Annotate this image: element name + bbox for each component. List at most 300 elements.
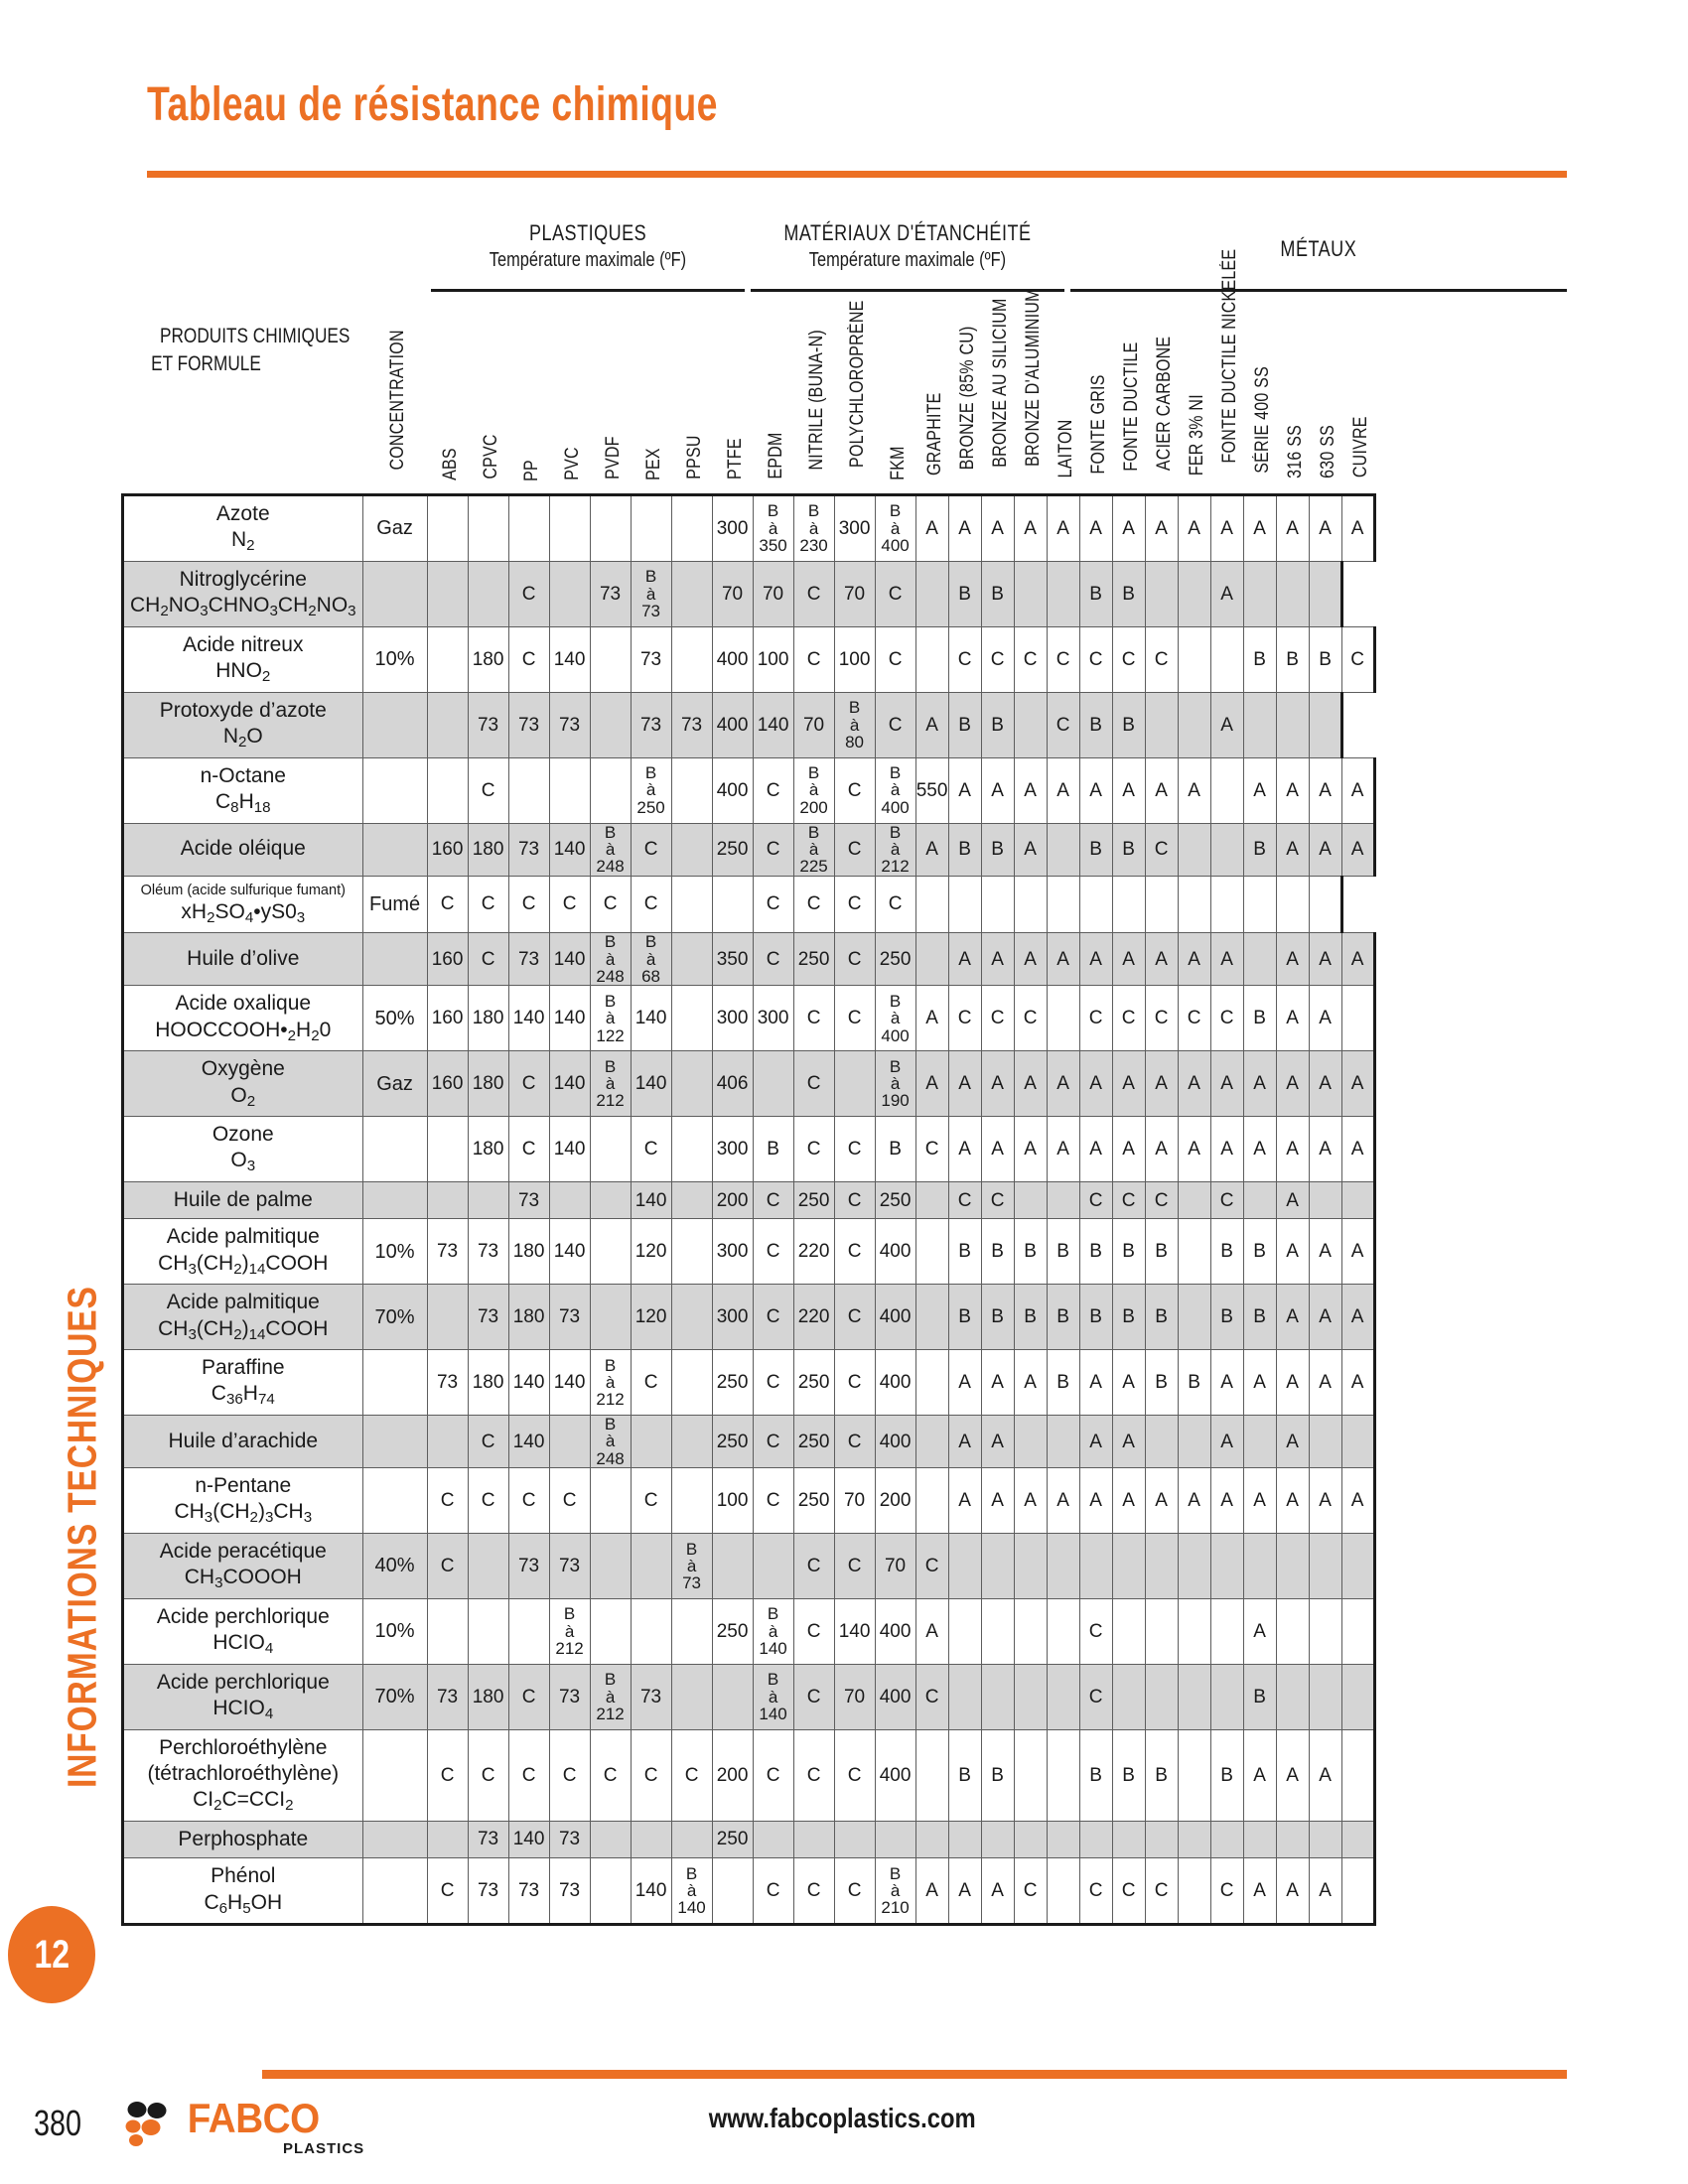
group-header-metals [1070, 236, 1567, 262]
rating-cell [1178, 823, 1210, 876]
rating-cell: C [468, 1729, 508, 1821]
chemical-name-cell [123, 1051, 363, 1117]
chemical-name-cell [123, 1729, 363, 1821]
rating-cell: A [1276, 1416, 1309, 1468]
rating-cell: 73 [427, 1350, 468, 1416]
rating-cell: A [1341, 757, 1374, 823]
rating-cell: A [1243, 1117, 1276, 1182]
rating-cell: 100 [834, 626, 875, 692]
chemical-formula: $HOOCCOOH•_2H_20$ [155, 1018, 332, 1044]
rating-cell: 200 [712, 1182, 753, 1219]
rating-cell: A [915, 986, 948, 1051]
rating-cell [834, 1822, 875, 1858]
rating-cell: C [631, 1729, 671, 1821]
rating-cell [671, 823, 712, 876]
rating-cell: 400 [875, 1729, 915, 1821]
rating-cell: A [1309, 1729, 1341, 1821]
rating-cell: 250 [793, 1350, 834, 1416]
rating-cell: C [1145, 986, 1178, 1051]
rating-cell [1014, 561, 1047, 626]
rating-cell: A [981, 757, 1014, 823]
rating-cell [712, 1534, 753, 1599]
chemical-formula: $CH_2NO_3CHNO_3CH_2NO_3$ [130, 594, 356, 619]
rating-cell: A [1309, 933, 1341, 986]
rating-cell [1178, 1664, 1210, 1729]
rating-cell: 70 [753, 561, 793, 626]
chemical-name: Acide oxalique [175, 992, 312, 1016]
rating-cell: 73 [468, 1858, 508, 1925]
rating-cell [1243, 1822, 1276, 1858]
rating-cell: C [753, 1468, 793, 1534]
rating-cell: 73 [508, 933, 549, 986]
rating-cell: C [1014, 626, 1047, 692]
concentration-cell [362, 1822, 427, 1858]
rating-cell: C [1079, 626, 1112, 692]
rating-cell [549, 757, 590, 823]
rating-cell: C [834, 986, 875, 1051]
rating-cell: A [1210, 495, 1243, 562]
rating-cell [631, 495, 671, 562]
row-header-line2: ET FORMULE [151, 352, 261, 376]
rating-cell [468, 495, 508, 562]
rating-cell [671, 1598, 712, 1664]
rating-cell [1309, 1822, 1341, 1858]
rating-cell: B [1112, 1285, 1145, 1350]
rating-cell: 70 [793, 692, 834, 757]
rating-cell: C [753, 1219, 793, 1285]
rating-cell: B à 73 [671, 1534, 712, 1599]
rating-cell: A [1079, 1350, 1112, 1416]
rating-cell [671, 1117, 712, 1182]
rating-cell: C [875, 876, 915, 933]
rating-cell: B à 400 [875, 757, 915, 823]
rating-cell: C [753, 1350, 793, 1416]
rating-cell [590, 1858, 631, 1925]
rating-cell: C [549, 1468, 590, 1534]
rating-cell: A [1276, 1117, 1309, 1182]
rating-cell: C [875, 626, 915, 692]
rating-cell: 70 [875, 1534, 915, 1599]
rating-cell [590, 1219, 631, 1285]
rating-cell [948, 876, 981, 933]
rating-cell: B [1079, 1219, 1112, 1285]
rating-cell: 250 [793, 1416, 834, 1468]
rating-cell: B à 210 [875, 1858, 915, 1925]
rating-cell: C [948, 1182, 981, 1219]
rating-cell: A [1210, 1468, 1243, 1534]
group-rule-metals [1070, 289, 1567, 292]
rating-cell: A [948, 1416, 981, 1468]
rating-cell [915, 561, 948, 626]
rating-cell [1014, 1729, 1047, 1821]
rating-cell: A [1341, 933, 1374, 986]
rating-cell: B à 140 [753, 1664, 793, 1729]
rating-cell [915, 626, 948, 692]
rating-cell [948, 1598, 981, 1664]
rating-cell: A [948, 1117, 981, 1182]
rating-cell: A [1145, 1051, 1178, 1117]
rating-cell: C [915, 1664, 948, 1729]
rating-cell [468, 561, 508, 626]
rating-cell [590, 495, 631, 562]
rating-cell [1276, 1664, 1309, 1729]
rating-cell: C [631, 823, 671, 876]
rating-cell: B [1047, 1285, 1079, 1350]
concentration-cell [362, 1729, 427, 1821]
rating-cell: A [915, 495, 948, 562]
rating-cell [981, 1664, 1014, 1729]
rating-cell [1276, 692, 1309, 757]
rating-cell: 140 [549, 1350, 590, 1416]
rating-cell: C [1112, 1858, 1145, 1925]
chemical-name: Nitroglycérine [179, 567, 307, 591]
rating-cell: 250 [793, 1468, 834, 1534]
group-rule-plastics [431, 289, 745, 292]
rating-cell: B à 212 [590, 1350, 631, 1416]
rating-cell: A [1309, 1117, 1341, 1182]
rating-cell: 73 [508, 1182, 549, 1219]
rating-cell [1276, 561, 1309, 626]
chemical-formula: $HCIO_4$ [212, 1697, 274, 1722]
rating-cell [1079, 876, 1112, 933]
table-row [123, 876, 1375, 933]
rating-cell: C [1079, 1182, 1112, 1219]
rating-cell: B [1112, 692, 1145, 757]
rating-cell [1145, 1822, 1178, 1858]
rating-cell: 140 [508, 986, 549, 1051]
rating-cell: B à 212 [590, 1664, 631, 1729]
rating-cell: A [1014, 1117, 1047, 1182]
rating-cell: A [1047, 1051, 1079, 1117]
rating-cell [1210, 1664, 1243, 1729]
rating-cell: A [1210, 561, 1243, 626]
rating-cell: C [834, 757, 875, 823]
chemical-formula: $C_8H_{18}$ [215, 789, 271, 816]
rating-cell: C [1145, 823, 1178, 876]
rating-cell: 100 [753, 626, 793, 692]
rating-cell [671, 626, 712, 692]
rating-cell [712, 1664, 753, 1729]
rating-cell [671, 1468, 712, 1534]
rating-cell: A [1309, 495, 1341, 562]
rating-cell: A [1079, 1416, 1112, 1468]
rating-cell [1145, 561, 1178, 626]
rating-cell: C [1210, 1182, 1243, 1219]
rating-cell: A [981, 1350, 1014, 1416]
rating-cell: B [1047, 1219, 1079, 1285]
rating-cell: 250 [875, 1182, 915, 1219]
rating-cell: B [875, 1117, 915, 1182]
rating-cell: B [981, 1219, 1014, 1285]
concentration-cell [362, 1858, 427, 1925]
rating-cell [1243, 1182, 1276, 1219]
rating-cell [712, 1858, 753, 1925]
chemical-name: Phénol [211, 1864, 276, 1888]
rating-cell: 550 [915, 757, 948, 823]
rating-cell [1178, 876, 1210, 933]
chemical-name-cell [123, 1664, 363, 1729]
rating-cell: 180 [468, 1051, 508, 1117]
rating-cell [671, 1822, 712, 1858]
rating-cell [1079, 1822, 1112, 1858]
rating-cell: C [753, 876, 793, 933]
rating-cell: A [981, 933, 1014, 986]
rating-cell: A [1309, 986, 1341, 1051]
table-row [123, 1182, 1375, 1219]
rating-cell [427, 1285, 468, 1350]
rating-cell: B [1243, 1219, 1276, 1285]
table-row [123, 1729, 1375, 1821]
brand-name-text: FABCO [187, 2095, 320, 2141]
rating-cell: B [948, 561, 981, 626]
website-url [685, 2103, 999, 2134]
rating-cell: A [948, 933, 981, 986]
rating-cell: C [981, 1182, 1014, 1219]
rating-cell [1112, 1664, 1145, 1729]
rating-cell [915, 1350, 948, 1416]
rating-cell: B [1145, 1729, 1178, 1821]
rating-cell [1243, 1416, 1276, 1468]
rating-cell: C [508, 1051, 549, 1117]
rating-cell [671, 1285, 712, 1350]
rating-cell: 180 [468, 1117, 508, 1182]
rating-cell [915, 1822, 948, 1858]
rating-cell: 400 [875, 1664, 915, 1729]
rating-cell [590, 1117, 631, 1182]
chemical-name-cell [123, 1416, 363, 1468]
rating-cell: A [1276, 1729, 1309, 1821]
rating-cell: C [631, 876, 671, 933]
rating-cell: B à 140 [753, 1598, 793, 1664]
rating-cell: B [1014, 1219, 1047, 1285]
rating-cell [1112, 1598, 1145, 1664]
rating-cell: C [508, 1729, 549, 1821]
rating-cell: A [1341, 1285, 1374, 1350]
rating-cell: 250 [712, 1416, 753, 1468]
chemical-name: Huile d’olive [187, 947, 300, 971]
page-number-text: 380 [34, 2103, 82, 2143]
chemical-formula: $CI_2C=CCI_2$ [193, 1788, 294, 1815]
rating-cell: C [1112, 626, 1145, 692]
concentration-cell [362, 692, 427, 757]
rating-cell: B à 225 [793, 823, 834, 876]
rating-cell: C [631, 1117, 671, 1182]
rating-cell [1112, 1822, 1145, 1858]
rating-cell [1210, 626, 1243, 692]
page-title: Tableau de résistance chimique [147, 78, 718, 131]
rating-cell [793, 1822, 834, 1858]
rating-cell: A [1112, 757, 1145, 823]
rating-cell [915, 876, 948, 933]
rating-cell: A [1309, 1285, 1341, 1350]
rating-cell: C [1079, 1664, 1112, 1729]
chemical-name: Huile d’arachide [168, 1430, 319, 1453]
chemical-name: Perphosphate [178, 1828, 309, 1850]
rating-cell [915, 1468, 948, 1534]
rating-cell: B [1210, 1729, 1243, 1821]
concentration-cell [362, 823, 427, 876]
rating-cell: B [1276, 626, 1309, 692]
rating-cell: 400 [875, 1285, 915, 1350]
rating-cell: A [1047, 757, 1079, 823]
rating-cell: B [1145, 1219, 1178, 1285]
rating-cell: B [1079, 823, 1112, 876]
rating-cell: B à 140 [671, 1858, 712, 1925]
rating-cell [427, 1598, 468, 1664]
rating-cell: A [1341, 495, 1374, 562]
rating-cell: C [1047, 692, 1079, 757]
group-header-plastics [431, 220, 745, 272]
rating-cell: B [1145, 1350, 1178, 1416]
rating-cell: A [1276, 1051, 1309, 1117]
rating-cell [1047, 1598, 1079, 1664]
rating-cell [1145, 692, 1178, 757]
rating-cell [1178, 1285, 1210, 1350]
rating-cell [1210, 1598, 1243, 1664]
rating-cell: B à 212 [549, 1598, 590, 1664]
rating-cell [671, 1664, 712, 1729]
rating-cell: A [1178, 1468, 1210, 1534]
rating-cell: 400 [712, 757, 753, 823]
rating-cell: B [948, 1729, 981, 1821]
rating-cell: C [981, 986, 1014, 1051]
rating-cell [1014, 1182, 1047, 1219]
rating-cell [1047, 876, 1079, 933]
rating-cell: C [753, 757, 793, 823]
rating-cell: B à 250 [631, 757, 671, 823]
rating-cell: B [1079, 692, 1112, 757]
rating-cell [1243, 561, 1276, 626]
rating-cell [1178, 1182, 1210, 1219]
chapter-number: 12 [34, 1932, 70, 1977]
chemical-name-cell [123, 561, 363, 626]
chemical-name-cell [123, 1117, 363, 1182]
table-row [123, 561, 1375, 626]
rating-cell: 73 [631, 1664, 671, 1729]
rating-cell: A [1243, 1468, 1276, 1534]
rating-cell: C [590, 876, 631, 933]
rating-cell: A [1276, 1468, 1309, 1534]
rating-cell: A [1112, 495, 1145, 562]
rating-cell: A [1276, 986, 1309, 1051]
rating-cell: B à 248 [590, 933, 631, 986]
rating-cell [590, 1468, 631, 1534]
rating-cell [1047, 1534, 1079, 1599]
rating-cell: 140 [631, 1051, 671, 1117]
rating-cell: 250 [793, 1182, 834, 1219]
rating-cell: 200 [875, 1468, 915, 1534]
rating-cell: A [948, 1350, 981, 1416]
rating-cell: A [1047, 1468, 1079, 1534]
rating-cell [1341, 1534, 1374, 1599]
table-row [123, 1858, 1375, 1925]
table-row [123, 626, 1375, 692]
rating-cell: A [1341, 1350, 1374, 1416]
brand-name [182, 2095, 326, 2142]
rating-cell [1014, 1416, 1047, 1468]
rating-cell: B à 400 [875, 495, 915, 562]
rating-cell [671, 986, 712, 1051]
rating-cell: C [793, 1051, 834, 1117]
rating-cell [915, 1219, 948, 1285]
concentration-cell [362, 1350, 427, 1416]
group-plastics-name: PLASTIQUES [528, 220, 647, 245]
rating-cell [981, 1822, 1014, 1858]
rating-cell: A [1341, 1219, 1374, 1285]
rating-cell: B à 248 [590, 1416, 631, 1468]
rating-cell [1341, 1182, 1374, 1219]
rating-cell [549, 1182, 590, 1219]
rating-cell: C [508, 561, 549, 626]
rating-cell: 250 [712, 823, 753, 876]
rating-cell [508, 757, 549, 823]
rating-cell: 250 [712, 1350, 753, 1416]
rating-cell [981, 876, 1014, 933]
rating-cell: C [834, 1219, 875, 1285]
concentration-cell [362, 757, 427, 823]
concentration-cell [362, 1182, 427, 1219]
rating-cell: 140 [549, 1051, 590, 1117]
rating-cell: B à 230 [793, 495, 834, 562]
chemical-formula: $O_3$ [230, 1149, 256, 1175]
rating-cell: B [1243, 1664, 1276, 1729]
table-row [123, 1822, 1375, 1858]
rating-cell: 400 [712, 626, 753, 692]
rating-cell [671, 933, 712, 986]
rating-cell: 140 [753, 692, 793, 757]
rating-cell [1047, 1664, 1079, 1729]
chemical-name: Huile de palme [173, 1188, 313, 1212]
rating-cell [549, 1416, 590, 1468]
chemical-formula: $N_2$ [230, 528, 255, 555]
rating-cell: B [1079, 561, 1112, 626]
rating-cell: A [1276, 933, 1309, 986]
rating-cell: 73 [549, 1664, 590, 1729]
rating-cell [468, 1598, 508, 1664]
rating-cell: 400 [875, 1350, 915, 1416]
rating-cell: A [915, 692, 948, 757]
rating-cell: C [834, 876, 875, 933]
rating-cell: C [468, 1416, 508, 1468]
chemical-formula: $xH_2SO_4•yS0_3$ [181, 899, 306, 926]
concentration-cell: 40% [362, 1534, 427, 1599]
rating-cell: C [1341, 626, 1374, 692]
rating-cell [1276, 876, 1309, 933]
rating-cell: B [948, 1285, 981, 1350]
rating-cell: A [1047, 1117, 1079, 1182]
section-tab-text: INFORMATIONS TECHNIQUES [59, 1286, 105, 1789]
rating-cell: 220 [793, 1285, 834, 1350]
rating-cell: A [1243, 757, 1276, 823]
rating-cell [1341, 1664, 1374, 1729]
concentration-cell [362, 1468, 427, 1534]
rating-cell: A [1014, 1468, 1047, 1534]
rating-cell: A [948, 1858, 981, 1925]
rating-cell: B à 400 [875, 986, 915, 1051]
rating-cell [671, 1051, 712, 1117]
rating-cell: 300 [712, 1117, 753, 1182]
rating-cell: B [753, 1117, 793, 1182]
rating-cell [712, 876, 753, 933]
rating-cell: 160 [427, 1051, 468, 1117]
rating-cell [1047, 561, 1079, 626]
table-row [123, 1534, 1375, 1599]
table-row [123, 986, 1375, 1051]
rating-cell: B [981, 1285, 1014, 1350]
rating-cell: B [1243, 626, 1276, 692]
rating-cell: B [1112, 823, 1145, 876]
concentration-cell [362, 1416, 427, 1468]
